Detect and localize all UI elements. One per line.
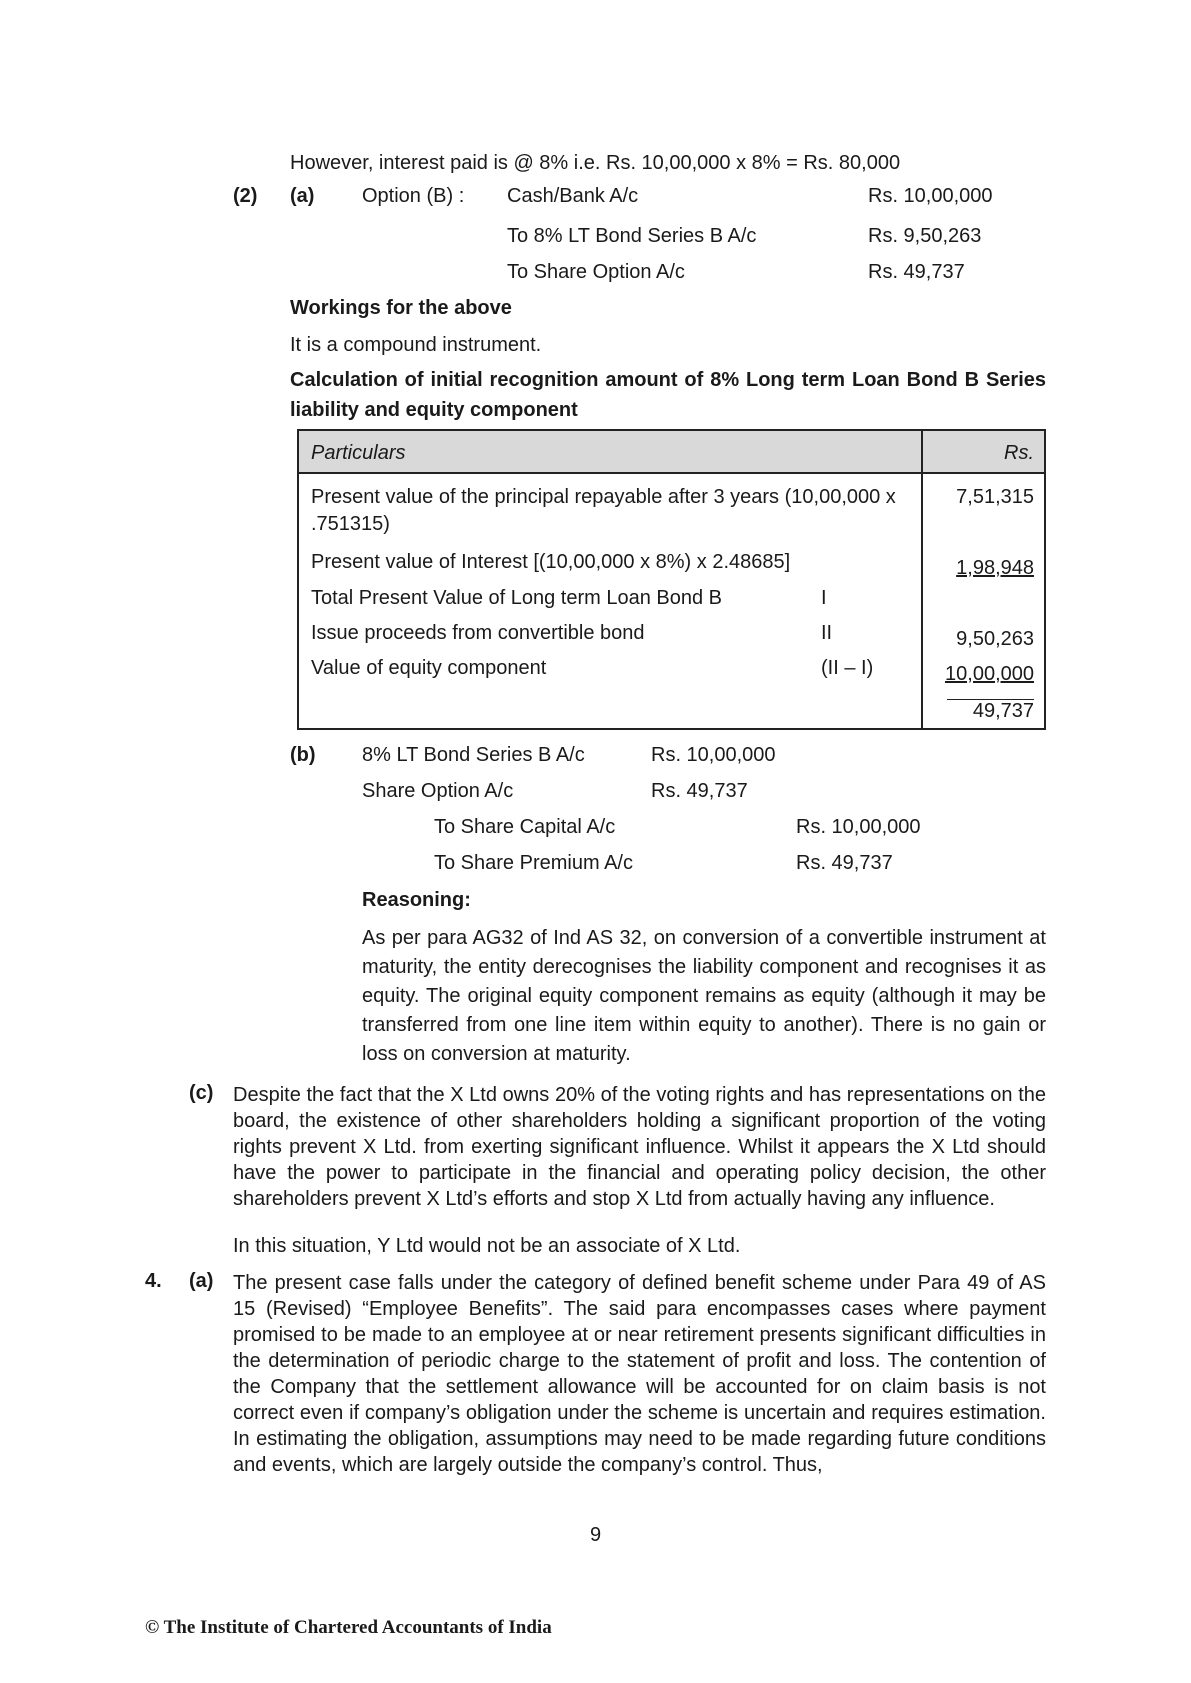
entry-debit-account: Cash/Bank A/c <box>507 185 639 207</box>
b-credit-amount: Rs. 49,737 <box>796 852 893 874</box>
row-pv-principal-line2: .751315) <box>311 513 390 535</box>
workings-heading: Workings for the above <box>290 297 512 319</box>
part-a-label: (a) <box>290 185 315 207</box>
page-number: 9 <box>590 1524 602 1546</box>
part-b-label: (b) <box>290 744 316 766</box>
part-c-label: (c) <box>189 1082 214 1104</box>
calculation-heading-line2: liability and equity component <box>290 399 578 421</box>
row-issue-proceeds: Issue proceeds from convertible bond <box>311 622 645 644</box>
option-b-label: Option (B) : <box>362 185 465 207</box>
b-credit-account: To Share Capital A/c <box>434 816 616 838</box>
reasoning-heading: Reasoning: <box>362 889 471 911</box>
reasoning-paragraph: As per para AG32 of Ind AS 32, on conversion of a convertible instrument at maturity, the entity derecognises the liability component and recognises it as equity. The original equity component remains as equity (although it may be transferred from one line item within equity to another). There is no gain or loss on conversion at maturity. <box>362 927 1046 1065</box>
table-column-divider <box>921 431 923 728</box>
entry-debit-amount: Rs. 10,00,000 <box>868 185 993 207</box>
value-total-pv: 9,50,263 <box>956 628 1034 650</box>
entry-credit-account: To Share Option A/c <box>507 261 685 283</box>
calculation-table <box>297 429 1046 730</box>
question-4-paragraph: The present case falls under the category of defined benefit scheme under Para 49 of AS 15 (Revised) “Employee Benefits”. The said para encompasses cases where payment promised to be made to an employee at or near retirement presents significant difficulties in the determination of periodic charge to the statement of profit and loss. The contention of the Company that the settlement allowance will be accounted for on claim basis is not correct even if company’s obligation under the scheme is uncertain and requires estimation. In estimating the obligation, assumptions may need to be made regarding future conditions and events, which are largely outside the company’s control. Thus, <box>233 1272 1046 1476</box>
row-pv-principal-line1: Present value of the principal repayable after 3 years (10,00,000 x <box>311 486 896 508</box>
b-credit-account: To Share Premium A/c <box>434 852 633 874</box>
row-total-pv: Total Present Value of Long term Loan Bond B <box>311 587 723 609</box>
b-debit-amount: Rs. 49,737 <box>651 780 748 802</box>
part-c-conclusion: In this situation, Y Ltd would not be an associate of X Ltd. <box>233 1235 741 1257</box>
b-debit-amount: Rs. 10,00,000 <box>651 744 776 766</box>
b-debit-account: Share Option A/c <box>362 780 514 802</box>
b-debit-account: 8% LT Bond Series B A/c <box>362 744 585 766</box>
b-credit-amount: Rs. 10,00,000 <box>796 816 921 838</box>
mark-i: I <box>821 587 827 609</box>
interest-paid-line: However, interest paid is @ 8% i.e. Rs. 10,00,000 x 8% = Rs. 80,000 <box>290 152 901 174</box>
footer-copyright: © The Institute of Chartered Accountants of India <box>145 1617 552 1638</box>
question-4-part-a-label: (a) <box>189 1270 214 1292</box>
entry-credit-amount: Rs. 9,50,263 <box>868 225 982 247</box>
mark-ii: II <box>821 622 833 644</box>
compound-instrument-text: It is a compound instrument. <box>290 334 542 356</box>
value-pv-interest: 1,98,948 <box>956 557 1034 579</box>
header-particulars: Particulars <box>311 442 406 464</box>
question-4-number: 4. <box>145 1270 162 1292</box>
header-rs: Rs. <box>1004 442 1034 464</box>
row-pv-interest: Present value of Interest [(10,00,000 x 8%) x 2.48685] <box>311 551 791 573</box>
entry-credit-amount: Rs. 49,737 <box>868 261 965 283</box>
value-equity-component: 49,737 <box>947 699 1034 723</box>
entry-credit-account: To 8% LT Bond Series B A/c <box>507 225 757 247</box>
value-issue-proceeds: 10,00,000 <box>945 663 1034 685</box>
table-header <box>299 431 1044 474</box>
calculation-heading-line1: Calculation of initial recognition amount of 8% Long term Loan Bond B Series <box>290 369 1046 391</box>
part-c-paragraph: Despite the fact that the X Ltd owns 20% of the voting rights and has representations on the board, the existence of other shareholders holding a significant proportion of the voting rights prevent X Ltd. from exerting significant influence. Whilst it appears the X Ltd should have the power to participate in the financial and operating policy decision, the other shareholders prevent X Ltd’s efforts and stop X Ltd from actually having any influence. <box>233 1084 1046 1210</box>
row-equity-component: Value of equity component <box>311 657 547 679</box>
question-2-number: (2) <box>233 185 258 207</box>
mark-ii-minus-i: (II – I) <box>821 657 874 679</box>
value-pv-principal: 7,51,315 <box>956 486 1034 508</box>
